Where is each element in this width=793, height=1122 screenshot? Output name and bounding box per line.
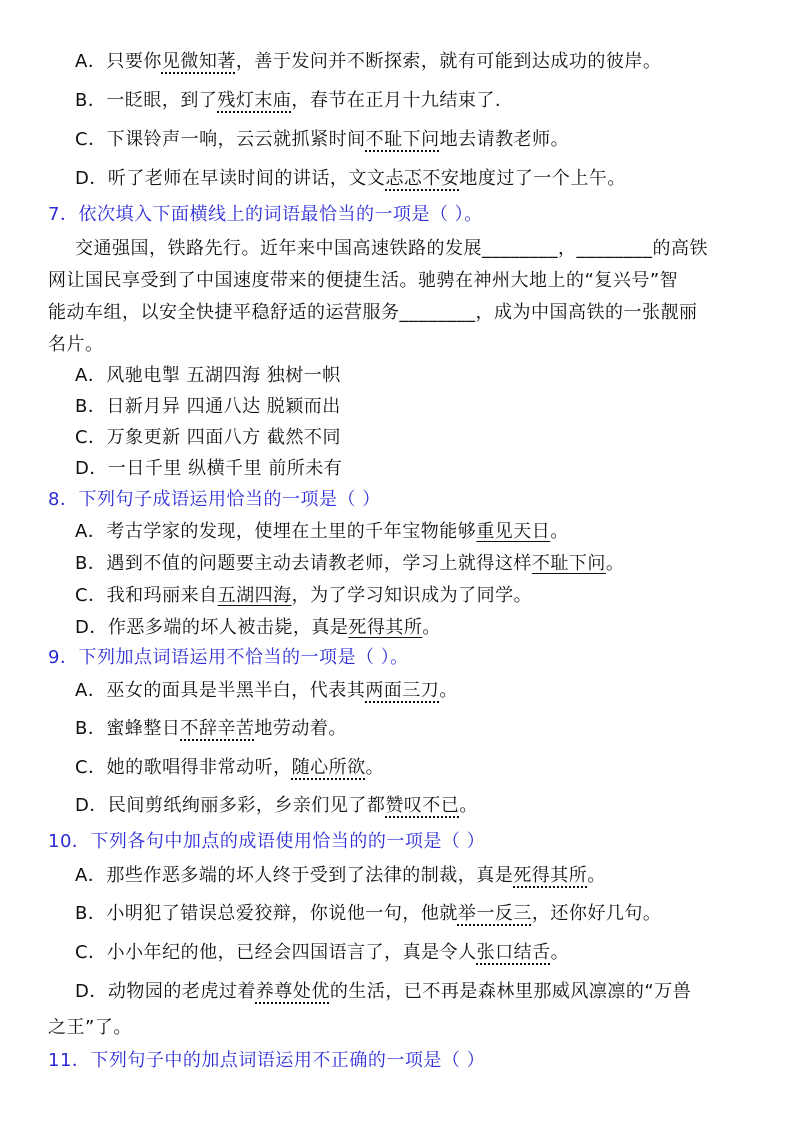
- text-segment: D．作恶多端的坏人被击毙，真是: [75, 617, 349, 638]
- text-segment: D．一日千里 纵横千里 前所未有: [75, 458, 343, 479]
- q6-option-b: [75, 92, 501, 110]
- text-segment: 。: [550, 942, 570, 963]
- q8-option-b: [75, 555, 624, 573]
- q7-option-d: [75, 460, 342, 478]
- text-segment: B．遇到不值的问题要主动去请教老师，学习上就得这样: [75, 553, 532, 574]
- emphasized-phrase: 见微知著: [161, 51, 236, 72]
- text-segment: A．考古学家的发现，使埋在土里的千年宝物能够: [75, 521, 477, 542]
- text-segment: ，善于发问并不断探索，就有可能到达成功的彼岸。: [235, 51, 662, 72]
- question-8-stem: [48, 491, 381, 509]
- emphasized-phrase: 死得其所: [513, 865, 588, 886]
- text-segment: 。: [422, 617, 441, 638]
- emphasized-phrase: 赞叹不已: [385, 795, 460, 816]
- q6-option-a: [75, 53, 661, 71]
- text-segment: C．小小年纪的他，已经会四国语言了，真是令人: [75, 942, 477, 963]
- text-segment: 之王”了。: [48, 1017, 132, 1038]
- text-segment: 。: [550, 521, 569, 542]
- text-segment: 的生活，已不再是森林里那威风凛凛的“万兽: [329, 981, 692, 1002]
- question-7-stem: [48, 206, 483, 224]
- emphasized-phrase: 两面三刀: [365, 680, 440, 701]
- q8-option-a: [75, 523, 569, 541]
- q7-option-b: [75, 398, 341, 416]
- text-segment: 交通强国，铁路先行。近年来中国高速铁路的发展________，________的高铁: [75, 238, 708, 259]
- emphasized-phrase: 张口结舌: [476, 942, 551, 963]
- text-segment: C．下课铃声一响，云云就抓紧时间: [75, 129, 366, 150]
- q7-passage-line-4: [48, 336, 104, 354]
- q10-option-c: [75, 944, 569, 962]
- underlined-idiom: 重见天日: [476, 521, 551, 542]
- q10-option-b: [75, 905, 661, 923]
- underlined-idiom: 死得其所: [348, 617, 423, 638]
- text-segment: D．听了老师在早读时间的讲话，文文: [75, 168, 386, 189]
- emphasized-phrase: 忐忑不安: [385, 168, 460, 189]
- underlined-idiom: 五湖四海: [217, 585, 292, 606]
- text-segment: 。: [605, 553, 625, 574]
- question-10-stem: [48, 833, 485, 851]
- text-segment: 7．依次填入下面横线上的词语最恰当的一项是（ ）。: [48, 204, 483, 225]
- text-segment: D．动物园的老虎过着: [75, 981, 256, 1002]
- q8-option-d: [75, 619, 441, 637]
- emphasized-phrase: 养尊处优: [255, 981, 330, 1002]
- text-segment: 8．下列句子成语运用恰当的一项是（ ）: [48, 489, 381, 510]
- text-segment: 。: [439, 680, 458, 701]
- text-segment: ，还你好几句。: [531, 903, 662, 924]
- q7-option-a: [75, 367, 341, 385]
- q10-option-a: [75, 867, 606, 885]
- text-segment: 。: [459, 795, 478, 816]
- text-segment: 。: [587, 865, 606, 886]
- text-segment: ，春节在正月十九结束了.: [291, 90, 502, 111]
- underlined-idiom: 不耻下问: [531, 553, 606, 574]
- text-segment: 。: [365, 757, 385, 778]
- text-segment: B．日新月异 四通八达 脱颖而出: [75, 396, 341, 417]
- text-segment: 10．下列各句中加点的成语使用恰当的的一项是（ ）: [48, 831, 486, 852]
- text-segment: B．蜜蜂整日: [75, 718, 181, 739]
- text-segment: 地劳动着。: [254, 718, 347, 739]
- question-9-stem: [48, 649, 409, 667]
- q9-option-b: [75, 720, 347, 738]
- q9-option-d: [75, 797, 478, 815]
- text-segment: 地度过了一个上午。: [459, 168, 626, 189]
- q9-option-c: [75, 759, 384, 777]
- text-segment: A．风驰电掣 五湖四海 独树一帜: [75, 365, 341, 386]
- q7-option-c: [75, 429, 341, 447]
- q6-option-c: [75, 131, 569, 149]
- text-segment: C．她的歌唱得非常动听，: [75, 757, 292, 778]
- text-segment: B．一眨眼，到了: [75, 90, 218, 111]
- text-segment: A．巫女的面具是半黑半白，代表其: [75, 680, 366, 701]
- text-segment: ，为了学习知识成为了同学。: [291, 585, 533, 606]
- text-segment: 网让国民享受到了中国速度带来的便捷生活。驰骋在神州大地上的“复兴号”智: [48, 270, 679, 291]
- question-11-stem: [48, 1052, 485, 1070]
- q8-option-c: [75, 587, 532, 605]
- emphasized-phrase: 不耻下问: [365, 129, 440, 150]
- emphasized-phrase: 举一反三: [457, 903, 532, 924]
- emphasized-phrase: 随心所欲: [291, 757, 366, 778]
- text-segment: 名片。: [48, 334, 104, 355]
- q7-passage-line-2: [48, 272, 678, 290]
- text-segment: 能动车组，以安全快捷平稳舒适的运营服务________，成为中国高铁的一张靓丽: [48, 302, 698, 323]
- text-segment: C．我和玛丽来自: [75, 585, 218, 606]
- text-segment: C．万象更新 四面八方 截然不同: [75, 427, 342, 448]
- q6-option-d: [75, 170, 626, 188]
- text-segment: A．那些作恶多端的坏人终于受到了法律的制裁，真是: [75, 865, 514, 886]
- text-segment: 地去请教老师。: [439, 129, 570, 150]
- q10-option-d: [75, 983, 691, 1001]
- text-segment: D．民间剪纸绚丽多彩，乡亲们见了都: [75, 795, 386, 816]
- text-segment: 11．下列句子中的加点词语运用不正确的一项是（ ）: [48, 1050, 486, 1071]
- emphasized-phrase: 残灯末庙: [217, 90, 292, 111]
- text-segment: B．小明犯了错误总爱狡辩，你说他一句，他就: [75, 903, 458, 924]
- q9-option-a: [75, 682, 458, 700]
- q10-option-d-continued: [48, 1019, 132, 1037]
- q7-passage-line-3: [48, 304, 698, 322]
- text-segment: A．只要你: [75, 51, 162, 72]
- q7-passage-line-1: [75, 240, 708, 258]
- emphasized-phrase: 不辞辛苦: [180, 718, 255, 739]
- text-segment: 9．下列加点词语运用不恰当的一项是（ ）。: [48, 647, 409, 668]
